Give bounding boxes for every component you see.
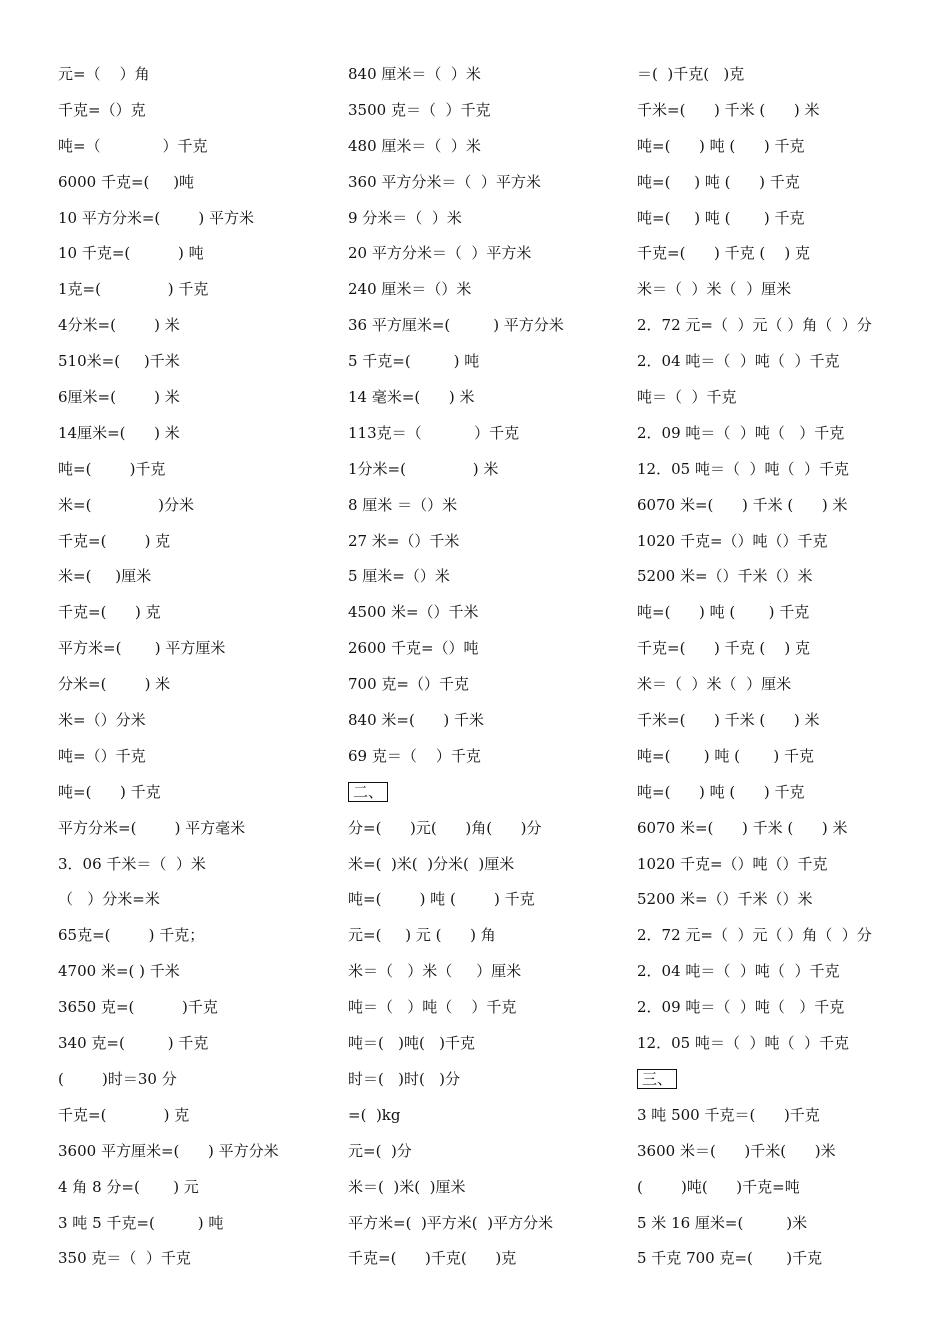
conversion-problem: 米=( )米( )分米( )厘米 — [348, 854, 515, 873]
conversion-problem: 米＝（ ）米（ ）厘米 — [637, 280, 792, 299]
conversion-problem: 6070 米=( ) 千米 ( ) 米 — [637, 495, 848, 514]
conversion-problem: 4分米=( ) 米 — [58, 316, 180, 335]
conversion-problem: 千克=( )千克( )克 — [348, 1249, 517, 1268]
conversion-problem: 3600 米＝( )千米( )米 — [637, 1141, 836, 1160]
conversion-problem: （ ）分米=米 — [58, 890, 160, 909]
section-heading-label: 三、 — [637, 1069, 677, 1089]
conversion-problem: 10 平方分米=( ) 平方米 — [58, 208, 255, 227]
conversion-problem: 元=( )分 — [348, 1141, 412, 1160]
conversion-problem: 平方米=( )平方米( )平方分米 — [348, 1213, 554, 1232]
conversion-problem: 吨=( ) 吨 ( ) 千克 — [637, 136, 805, 155]
conversion-problem: 米＝（ ）米（ ）厘米 — [348, 962, 522, 981]
conversion-problem: 1克=( ) 千克 — [58, 280, 209, 299]
conversion-problem: 2．04 吨＝（ ）吨（ ）千克 — [637, 352, 840, 371]
conversion-problem: 8 厘米 ＝（）米 — [348, 495, 458, 514]
section-heading — [348, 780, 618, 816]
conversion-problem: ( )吨( )千克=吨 — [637, 1177, 800, 1196]
conversion-problem: 米=（）分米 — [58, 711, 146, 730]
conversion-problem: 千克=( ) 克 — [58, 603, 161, 622]
column-1 — [58, 62, 328, 1282]
conversion-problem: 3．06 千米＝（ ）米 — [58, 854, 206, 873]
conversion-problem: 340 克=( ) 千克 — [58, 1034, 209, 1053]
conversion-problem: 12．05 吨＝（ ）吨（ ）千克 — [637, 459, 850, 478]
conversion-problem: 3 吨 5 千克=( ) 吨 — [58, 1213, 224, 1232]
section-heading — [637, 1067, 937, 1103]
conversion-problem: 千克=( ) 克 — [58, 531, 171, 550]
conversion-problem: 700 克=（）千克 — [348, 675, 469, 694]
conversion-problem: 吨=（ ）千克 — [58, 136, 208, 155]
conversion-problem: 1分米=( ) 米 — [348, 459, 499, 478]
conversion-problem: 27 米=（）千米 — [348, 531, 460, 550]
conversion-problem: 2．72 元=（ ）元（ ）角（ ）分 — [637, 926, 872, 945]
conversion-problem: 5 千克 700 克=( )千克 — [637, 1249, 823, 1268]
conversion-problem: 840 米=( ) 千米 — [348, 711, 485, 730]
conversion-problem: 吨=( )千克 — [58, 459, 166, 478]
conversion-problem: ＝( )千克( )克 — [637, 65, 745, 83]
conversion-problem: 吨=( ) 吨 ( ) 千克 — [348, 890, 535, 909]
conversion-problem: 5 厘米=（）米 — [348, 567, 450, 586]
conversion-problem: 米=( )厘米 — [58, 567, 152, 586]
conversion-problem: 65克=( ) 千克； — [58, 926, 205, 945]
conversion-problem: 360 平方分米＝（ ）平方米 — [348, 172, 541, 191]
conversion-problem: 吨=( ) 吨 ( ) 千克 — [637, 603, 810, 622]
conversion-problem: 4 角 8 分=( ) 元 — [58, 1177, 199, 1196]
conversion-problem: 6厘米=( ) 米 — [58, 388, 180, 407]
conversion-problem: 12．05 吨＝（ ）吨（ ）千克 — [637, 1034, 850, 1053]
conversion-problem: 平方米=( ) 平方厘米 — [58, 639, 226, 658]
conversion-problem: 14厘米=( ) 米 — [58, 423, 180, 442]
conversion-problem: 2．04 吨＝（ ）吨（ ）千克 — [637, 962, 840, 981]
conversion-problem: 4500 米=（）千米 — [348, 603, 479, 622]
section-heading-label: 二、 — [348, 782, 388, 802]
conversion-problem: 5 米 16 厘米=( )米 — [637, 1213, 808, 1232]
conversion-problem: 1020 千克=（）吨（）千克 — [637, 531, 828, 550]
conversion-problem: 元=( ) 元 ( ) 角 — [348, 926, 496, 945]
conversion-problem: 20 平方分米＝（ ）平方米 — [348, 244, 532, 263]
conversion-problem: 千克=( ) 千克 ( ) 克 — [637, 639, 810, 658]
conversion-problem: 5200 米=（）千米（）米 — [637, 567, 813, 586]
conversion-problem: 吨=( ) 吨 ( ) 千克 — [637, 172, 800, 191]
conversion-problem: 吨=( ) 吨 ( ) 千克 — [637, 782, 805, 801]
conversion-problem: 吨=( ) 千克 — [58, 782, 161, 801]
conversion-problem: 吨＝（ ）吨（ ）千克 — [348, 998, 517, 1017]
conversion-problem: 吨=( ) 吨 ( ) 千克 — [637, 746, 815, 765]
conversion-problem: 米＝（ ）米（ ）厘米 — [637, 675, 792, 694]
conversion-problem: 4700 米=( ) 千米 — [58, 962, 180, 981]
conversion-problem: 240 厘米＝（）米 — [348, 280, 472, 299]
conversion-problem: =( )kg — [348, 1105, 401, 1124]
conversion-problem: 840 厘米＝（ ）米 — [348, 65, 481, 83]
conversion-problem: 510米=( )千米 — [58, 352, 180, 371]
column-3 — [637, 62, 937, 1282]
conversion-problem: 分=( )元( )角( )分 — [348, 818, 542, 837]
conversion-problem: 3 吨 500 千克＝( )千克 — [637, 1105, 820, 1124]
conversion-problem: 千克=（）克 — [58, 100, 146, 119]
conversion-problem: 千克=( ) 千克 ( ) 克 — [637, 244, 810, 263]
conversion-problem: 5200 米=（）千米（）米 — [637, 890, 813, 909]
conversion-problem: 5 千克=( ) 吨 — [348, 352, 480, 371]
conversion-problem: 480 厘米＝（ ）米 — [348, 136, 481, 155]
conversion-problem: 米=( )分米 — [58, 495, 195, 514]
conversion-problem: 千米=( ) 千米 ( ) 米 — [637, 711, 820, 730]
conversion-problem: 6000 千克=( )吨 — [58, 172, 195, 191]
conversion-problem: 2600 千克=（）吨 — [348, 639, 479, 658]
column-2 — [348, 62, 618, 1282]
conversion-problem: 113克＝（ ）千克 — [348, 423, 520, 442]
conversion-problem: 米＝( )米( )厘米 — [348, 1177, 466, 1196]
conversion-problem: 36 平方厘米=( ) 平方分米 — [348, 316, 564, 335]
conversion-problem: 时＝( )时( )分 — [348, 1069, 461, 1088]
conversion-problem: 10 千克=( ) 吨 — [58, 244, 204, 263]
conversion-problem: 14 毫米=( ) 米 — [348, 388, 475, 407]
conversion-problem: 吨=( ) 吨 ( ) 千克 — [637, 208, 805, 227]
conversion-problem: 3650 克=( )千克 — [58, 998, 218, 1017]
conversion-problem: 吨=（）千克 — [58, 746, 146, 765]
conversion-problem: 2．72 元=（ ）元（ ）角（ ）分 — [637, 316, 872, 335]
conversion-problem: 吨＝( )吨( )千克 — [348, 1034, 476, 1053]
conversion-problem: 分米=( ) 米 — [58, 675, 171, 694]
conversion-problem: 6070 米=( ) 千米 ( ) 米 — [637, 818, 848, 837]
conversion-problem: 2．09 吨＝（ ）吨（ ）千克 — [637, 423, 845, 442]
conversion-problem: 元=（ ）角 — [58, 65, 150, 83]
conversion-problem: 平方分米=( ) 平方毫米 — [58, 818, 246, 837]
conversion-problem: 1020 千克=（）吨（）千克 — [637, 854, 828, 873]
conversion-problem: 2．09 吨＝（ ）吨（ ）千克 — [637, 998, 845, 1017]
conversion-problem: ( )时＝30 分 — [58, 1069, 177, 1088]
conversion-problem: 吨＝（ ）千克 — [637, 388, 737, 407]
conversion-problem: 3500 克＝（ ）千克 — [348, 100, 491, 119]
conversion-problem: 350 克＝（ ）千克 — [58, 1249, 191, 1268]
conversion-problem: 9 分米＝（ ）米 — [348, 208, 462, 227]
conversion-problem: 69 克＝（ ）千克 — [348, 746, 481, 765]
conversion-problem: 千克=( ) 克 — [58, 1105, 190, 1124]
conversion-problem: 3600 平方厘米=( ) 平方分米 — [58, 1141, 279, 1160]
conversion-problem: 千米=( ) 千米 ( ) 米 — [637, 100, 820, 119]
